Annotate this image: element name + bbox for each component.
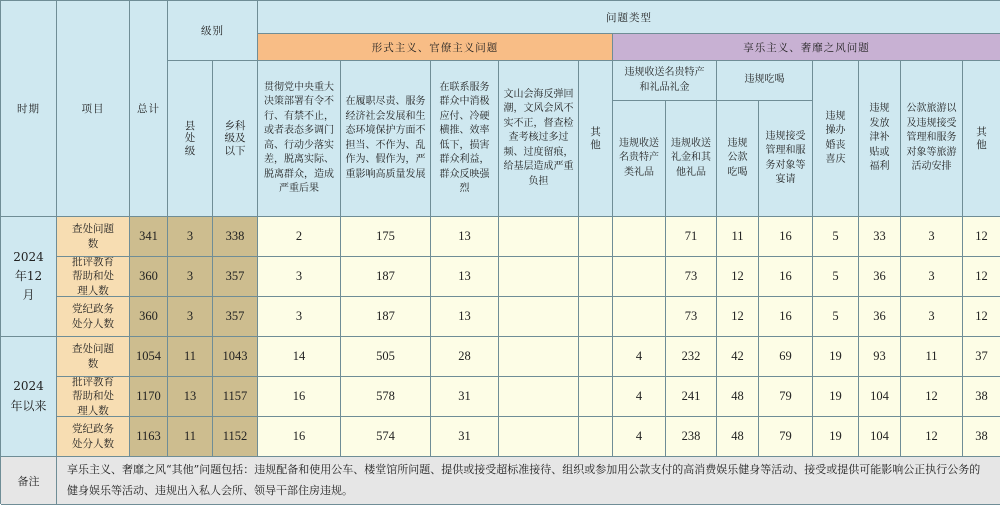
cell-township: 1157 [213, 377, 258, 417]
cell-tourism: 12 [901, 377, 963, 417]
header-formalism: 形式主义、官僚主义问题 [258, 34, 613, 61]
row-item-label: 批评教育帮助和处理人数 [57, 257, 130, 297]
cell-allowance: 93 [859, 337, 901, 377]
cell-county: 3 [168, 257, 213, 297]
cell-formalism-3: 13 [431, 297, 499, 337]
header-allowance: 违规发放津补贴或福利 [859, 61, 901, 217]
row-item-label: 党纪政务处分人数 [57, 417, 130, 457]
header-formalism-col-3: 在联系服务群众中消极应付、冷硬横推、效率低下，损害群众利益，群众反映强烈 [431, 61, 499, 217]
cell-formalism-4 [499, 297, 579, 337]
cell-dining-2: 79 [759, 377, 813, 417]
cell-formalism-3: 31 [431, 377, 499, 417]
cell-formalism-4 [499, 377, 579, 417]
cell-formalism-1: 3 [258, 257, 341, 297]
row-item-label: 党纪政务处分人数 [57, 297, 130, 337]
cell-allowance: 104 [859, 377, 901, 417]
cell-formalism-other [579, 337, 613, 377]
cell-township: 357 [213, 297, 258, 337]
cell-allowance: 33 [859, 217, 901, 257]
header-gift-col-2: 违规收送礼金和其他礼品 [666, 101, 717, 217]
cell-county: 11 [168, 417, 213, 457]
cell-gift-1 [613, 217, 666, 257]
row-item-label: 查处问题数 [57, 217, 130, 257]
cell-formalism-other [579, 257, 613, 297]
cell-hedonism-other: 38 [963, 377, 1000, 417]
cell-dining-1: 48 [717, 377, 759, 417]
header-weddings: 违规操办婚丧喜庆 [813, 61, 859, 217]
header-dining-col-1: 违规公款吃喝 [717, 101, 759, 217]
cell-dining-1: 11 [717, 217, 759, 257]
cell-county: 3 [168, 297, 213, 337]
cell-formalism-4 [499, 417, 579, 457]
cell-formalism-other [579, 217, 613, 257]
cell-allowance: 36 [859, 257, 901, 297]
cell-gift-2: 241 [666, 377, 717, 417]
header-county: 县处级 [168, 61, 213, 217]
cell-total: 1163 [130, 417, 168, 457]
cell-formalism-2: 175 [341, 217, 431, 257]
cell-gift-1: 4 [613, 377, 666, 417]
header-dining-col-2: 违规接受管理和服务对象等宴请 [759, 101, 813, 217]
header-hedonism-other: 其他 [963, 61, 1000, 217]
cell-tourism: 3 [901, 297, 963, 337]
cell-total: 341 [130, 217, 168, 257]
cell-dining-2: 16 [759, 217, 813, 257]
cell-dining-2: 79 [759, 417, 813, 457]
cell-formalism-1: 2 [258, 217, 341, 257]
cell-dining-2: 16 [759, 297, 813, 337]
cell-formalism-1: 3 [258, 297, 341, 337]
cell-gift-2: 73 [666, 257, 717, 297]
cell-tourism: 3 [901, 257, 963, 297]
cell-formalism-4 [499, 257, 579, 297]
cell-dining-1: 12 [717, 257, 759, 297]
cell-formalism-other [579, 377, 613, 417]
cell-township: 338 [213, 217, 258, 257]
cell-formalism-2: 578 [341, 377, 431, 417]
cell-weddings: 19 [813, 377, 859, 417]
cell-county: 13 [168, 377, 213, 417]
cell-weddings: 19 [813, 337, 859, 377]
cell-formalism-1: 16 [258, 417, 341, 457]
cell-formalism-other [579, 417, 613, 457]
header-problem-type: 问题类型 [258, 1, 1000, 34]
cell-weddings: 5 [813, 217, 859, 257]
cell-formalism-1: 14 [258, 337, 341, 377]
cell-formalism-3: 13 [431, 217, 499, 257]
header-total: 总计 [130, 1, 168, 217]
cell-county: 3 [168, 217, 213, 257]
cell-county: 11 [168, 337, 213, 377]
header-gift-col-1: 违规收送名贵特产类礼品 [613, 101, 666, 217]
cell-total: 360 [130, 257, 168, 297]
header-tourism: 公款旅游以及违规接受管理和服务对象等旅游活动安排 [901, 61, 963, 217]
header-gift-group: 违规收送名贵特产和礼品礼金 [613, 61, 717, 101]
cell-township: 1152 [213, 417, 258, 457]
header-hedonism: 享乐主义、奢靡之风问题 [613, 34, 1000, 61]
cell-formalism-1: 16 [258, 377, 341, 417]
cell-total: 360 [130, 297, 168, 337]
cell-dining-1: 42 [717, 337, 759, 377]
header-dining-group: 违规吃喝 [717, 61, 813, 101]
header-item: 项目 [57, 1, 130, 217]
cell-dining-2: 16 [759, 257, 813, 297]
cell-total: 1054 [130, 337, 168, 377]
cell-gift-1: 4 [613, 417, 666, 457]
cell-formalism-4 [499, 217, 579, 257]
header-period: 时期 [1, 1, 57, 217]
cell-weddings: 19 [813, 417, 859, 457]
header-township: 乡科级及以下 [213, 61, 258, 217]
cell-township: 357 [213, 257, 258, 297]
cell-gift-2: 232 [666, 337, 717, 377]
cell-weddings: 5 [813, 257, 859, 297]
cell-formalism-2: 574 [341, 417, 431, 457]
cell-gift-2: 73 [666, 297, 717, 337]
cell-tourism: 11 [901, 337, 963, 377]
cell-formalism-3: 31 [431, 417, 499, 457]
cell-total: 1170 [130, 377, 168, 417]
cell-township: 1043 [213, 337, 258, 377]
note-text: 享乐主义、奢靡之风“其他”问题包括：违规配备和使用公车、楼堂馆所问题、提供或接受超标准接待、组织或参加用公款支付的高消费娱乐健身等活动、接受或提供可能影响公正执行公务的健身娱乐等活动、违规出入私人会所、领导干部住房违规。 [57, 457, 1000, 505]
cell-dining-1: 12 [717, 297, 759, 337]
cell-allowance: 104 [859, 417, 901, 457]
cell-hedonism-other: 12 [963, 257, 1000, 297]
cell-gift-1 [613, 257, 666, 297]
row-item-label: 批评教育帮助和处理人数 [57, 377, 130, 417]
cell-gift-2: 71 [666, 217, 717, 257]
cell-hedonism-other: 12 [963, 217, 1000, 257]
cell-gift-1 [613, 297, 666, 337]
cell-gift-2: 238 [666, 417, 717, 457]
cell-formalism-3: 28 [431, 337, 499, 377]
cell-hedonism-other: 37 [963, 337, 1000, 377]
note-label: 备注 [1, 457, 57, 505]
cell-allowance: 36 [859, 297, 901, 337]
cell-tourism: 12 [901, 417, 963, 457]
cell-formalism-2: 505 [341, 337, 431, 377]
cell-dining-2: 69 [759, 337, 813, 377]
cell-formalism-3: 13 [431, 257, 499, 297]
header-formalism-col-2: 在履职尽责、服务经济社会发展和生态环境保护方面不担当、不作为、乱作为、假作为，严重影响高质量发展 [341, 61, 431, 217]
period-label-ytd: 2024年以来 [1, 337, 57, 457]
row-item-label: 查处问题数 [57, 337, 130, 377]
cell-hedonism-other: 38 [963, 417, 1000, 457]
cell-gift-1: 4 [613, 337, 666, 377]
cell-dining-1: 48 [717, 417, 759, 457]
header-level: 级别 [168, 1, 258, 61]
cell-formalism-2: 187 [341, 297, 431, 337]
cell-tourism: 3 [901, 217, 963, 257]
period-label-dec: 2024年12月 [1, 217, 57, 337]
cell-weddings: 5 [813, 297, 859, 337]
cell-formalism-2: 187 [341, 257, 431, 297]
cell-formalism-other [579, 297, 613, 337]
cell-hedonism-other: 12 [963, 297, 1000, 337]
header-formalism-col-other: 其他 [579, 61, 613, 217]
header-formalism-col-1: 贯彻党中央重大决策部署有令不行、有禁不止，或者表态多调门高、行动少落实差，脱离实际、脱离群众，造成严重后果 [258, 61, 341, 217]
cell-formalism-4 [499, 337, 579, 377]
header-formalism-col-4: 文山会海反弹回潮，文风会风不实不正，督查检查考核过多过频、过度留痕，给基层造成严重负担 [499, 61, 579, 217]
